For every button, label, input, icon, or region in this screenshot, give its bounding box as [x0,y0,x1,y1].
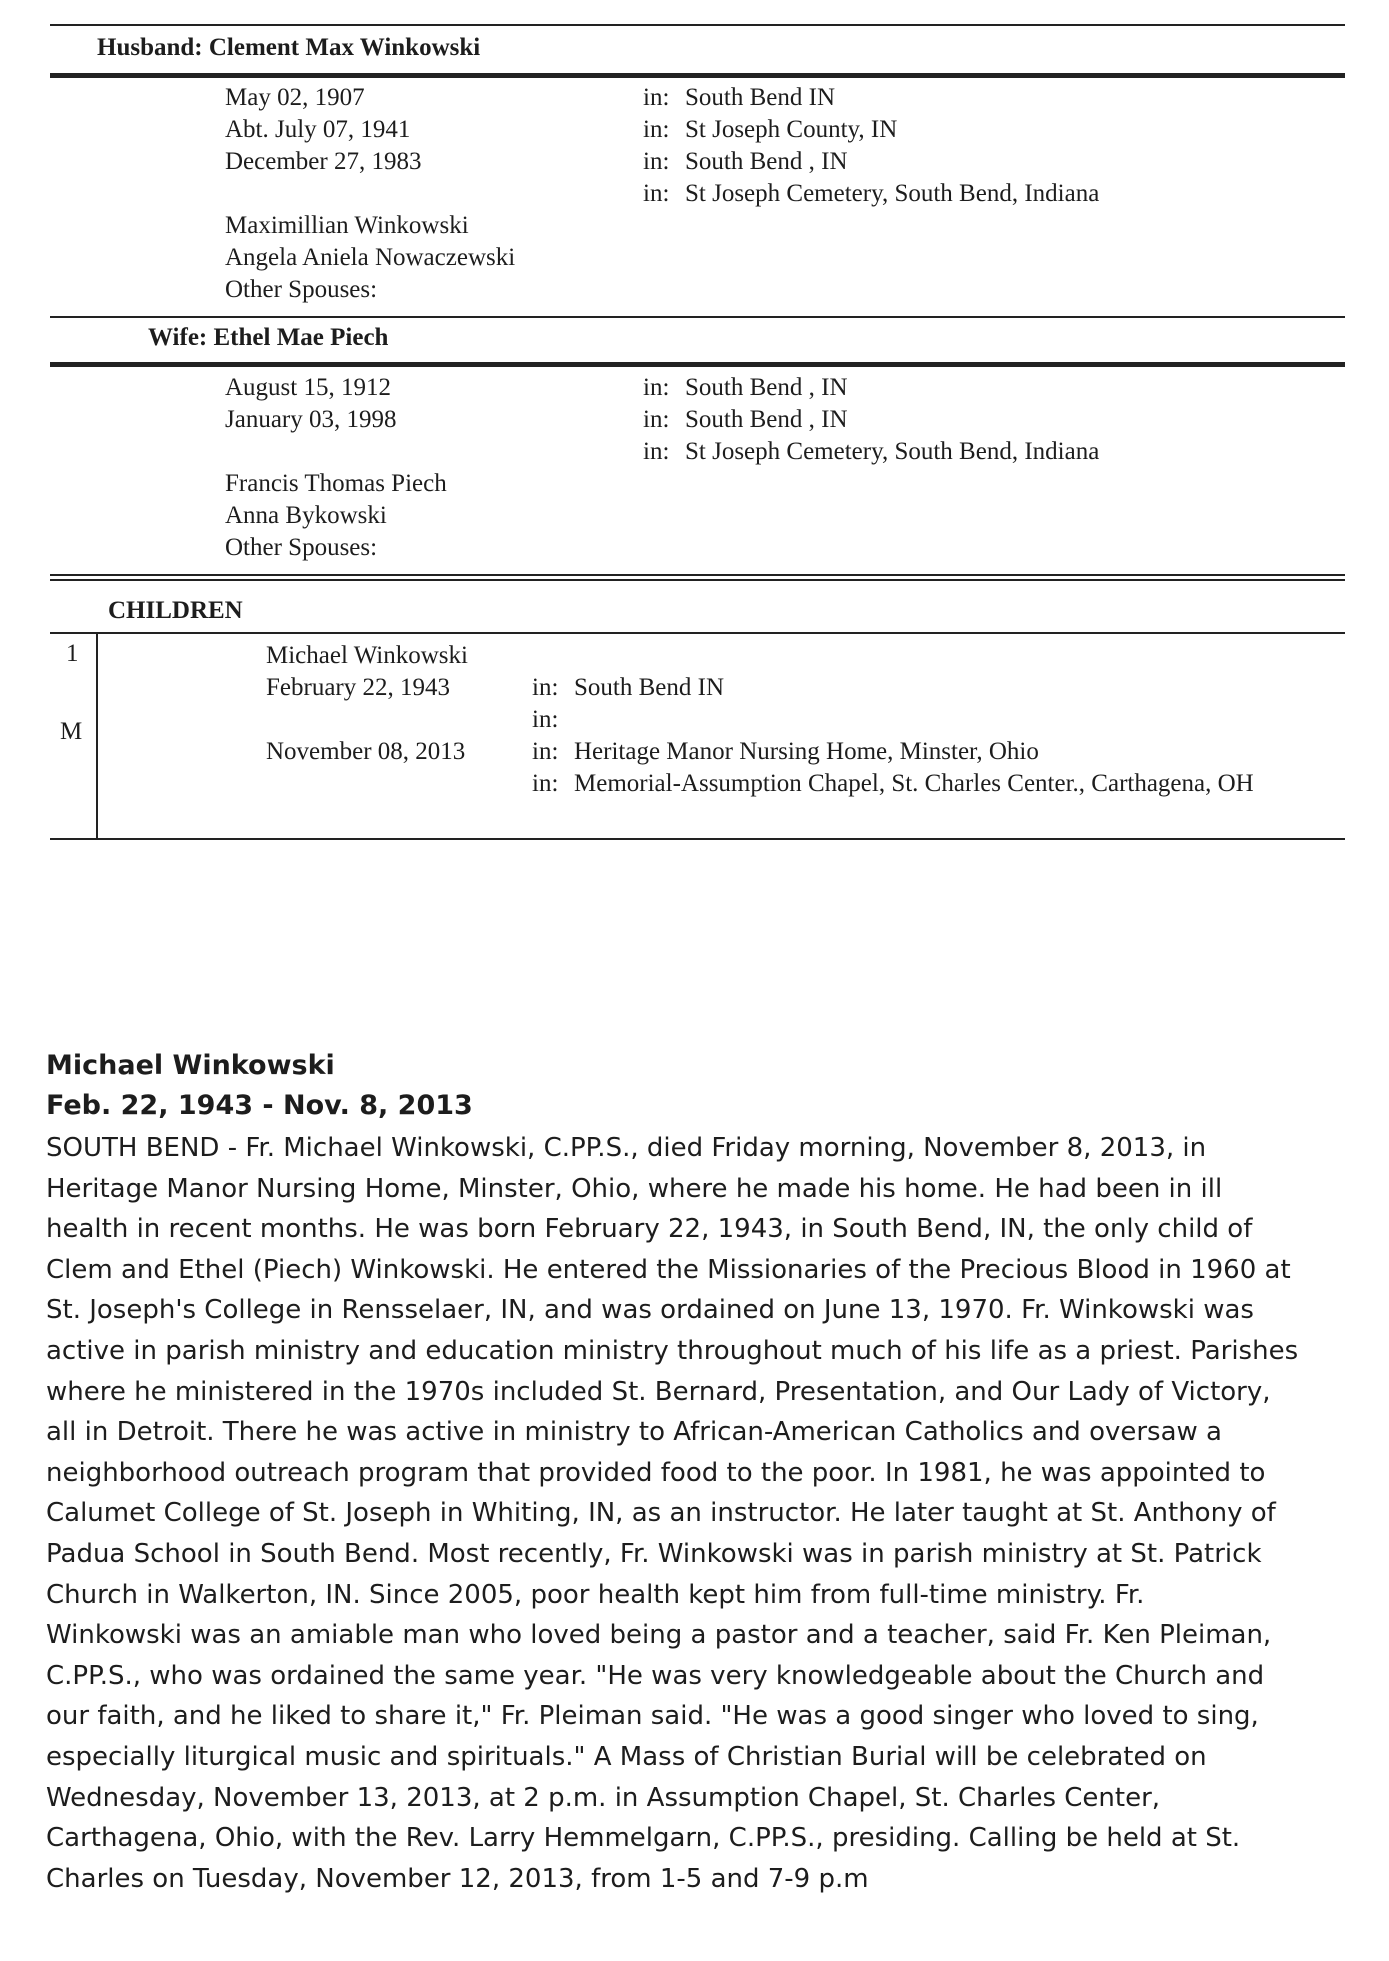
row-place: St Joseph Cemetery, South Bend, Indiana [685,438,1100,465]
obituary-line: where he ministered in the 1970s included St. Bernard, Presentation, and Our Lady of Victory, [46,1376,1271,1407]
in-label: in: [643,406,670,433]
in-label: in: [643,148,670,175]
children-bottom-rule [50,838,1345,840]
children-rule [50,632,1345,634]
obituary-line: Charles on Tuesday, November 12, 2013, from 1-5 and 7-9 p.m [46,1863,869,1894]
row-place: Memorial-Assumption Chapel, St. Charles Center., Carthagena, OH [574,770,1254,797]
obituary-line: neighborhood outreach program that provided food to the poor. In 1981, he was appointed to [46,1457,1266,1488]
row-value: Angela Aniela Nowaczewski [225,244,516,271]
child-number: 1 [66,640,79,667]
row-place: South Bend , IN [685,406,848,433]
in-label: in: [532,674,559,701]
in-label: in: [643,438,670,465]
in-label: in: [643,374,670,401]
wife-rule [50,362,1345,367]
obituary-line: active in parish ministry and education ministry throughout much of his life as a priest. Parishes [46,1335,1299,1366]
row-value: December 27, 1983 [225,148,422,175]
obituary-line: C.PP.S., who was ordained the same year. "He was very knowledgeable about the Church and [46,1660,1265,1691]
row-value: Anna Bykowski [225,502,387,529]
obituary-line: Carthagena, Ohio, with the Rev. Larry Hemmelgarn, C.PP.S., presiding. Calling be held at St. [46,1823,1241,1854]
obituary-line: our faith, and he liked to share it," Fr. Pleiman said. "He was a good singer who loved to sing, [46,1701,1259,1732]
husband-header [97,34,480,62]
obituary-name: Michael Winkowski [46,1050,335,1081]
in-label: in: [532,706,559,733]
child-sex: M [60,718,83,745]
row-place: St Joseph Cemetery, South Bend, Indiana [685,180,1100,207]
obituary-line: SOUTH BEND - Fr. Michael Winkowski, C.PP.S., died Friday morning, November 8, 2013, in [46,1133,1207,1163]
in-label: in: [643,180,670,207]
row-value: Michael Winkowski [266,642,468,669]
row-place: South Bend , IN [685,374,848,401]
husband-rule [50,73,1345,78]
in-label: in: [643,116,670,143]
top-rule [50,24,1345,26]
obituary-dates: Feb. 22, 1943 - Nov. 8, 2013 [46,1090,473,1121]
row-value: January 03, 1998 [225,406,397,433]
obituary-line: Church in Walkerton, IN. Since 2005, poor health kept him from full-time ministry. Fr. [46,1579,1145,1610]
obituary [46,1046,1346,1899]
row-value: Abt. July 07, 1941 [225,116,411,143]
child-divider [96,633,98,838]
row-place: St Joseph County, IN [685,116,898,143]
obituary-line: Padua School in South Bend. Most recently, Fr. Winkowski was in parish ministry at St. Patrick [46,1538,1262,1569]
row-place: Heritage Manor Nursing Home, Minster, Ohio [574,738,1039,765]
row-place: South Bend IN [574,674,724,701]
row-value: May 02, 1907 [225,84,365,111]
husband-header-label: Husband: [97,34,203,61]
obituary-line: Heritage Manor Nursing Home, Minster, Ohio, where he made his home. He had been in ill [46,1173,1223,1204]
obituary-line: Wednesday, November 13, 2013, at 2 p.m. in Assumption Chapel, St. Charles Center, [46,1782,1161,1813]
obituary-line: Winkowski was an amiable man who loved being a pastor and a teacher, said Fr. Ken Pleiman, [46,1620,1272,1651]
row-value: August 15, 1912 [225,374,391,401]
obituary-line: St. Joseph's College in Rensselaer, IN, and was ordained on June 13, 1970. Fr. Winkowski was [46,1295,1254,1326]
obituary-line: all in Detroit. There he was active in ministry to African-American Catholics and oversaw a [46,1417,1222,1448]
children-top-rule [50,574,1345,576]
row-value: Maximillian Winkowski [225,212,469,239]
obituary-line: Clem and Ethel (Piech) Winkowski. He entered the Missionaries of the Precious Blood in 1960 at [46,1254,1291,1285]
wife-header [148,324,388,352]
obituary-line: Calumet College of St. Joseph in Whiting, IN, as an instructor. He later taught at St. Anthony of [46,1498,1276,1529]
obituary-line: especially liturgical music and spirituals." A Mass of Christian Burial will be celebrated on [46,1741,1207,1772]
row-place: South Bend IN [685,84,835,111]
in-label: in: [532,770,559,797]
obituary-line: health in recent months. He was born February 22, 1943, in South Bend, IN, the only child of [46,1214,1253,1245]
wife-name: Ethel Mae Piech [213,324,389,351]
row-value: Other Spouses: [225,276,378,303]
row-value: Other Spouses: [225,534,378,561]
wife-header-label: Wife: [148,324,208,351]
row-place: South Bend , IN [685,148,848,175]
row-value: February 22, 1943 [266,674,450,701]
in-label: in: [532,738,559,765]
row-value: Francis Thomas Piech [225,470,447,497]
in-label: in: [643,84,670,111]
children-header: CHILDREN [108,597,243,624]
children-top-rule-2 [50,579,1345,581]
obituary-body [46,1128,1346,1899]
husband-name: Clement Max Winkowski [208,34,481,61]
row-value: November 08, 2013 [266,738,466,765]
wife-top-rule [50,316,1345,318]
